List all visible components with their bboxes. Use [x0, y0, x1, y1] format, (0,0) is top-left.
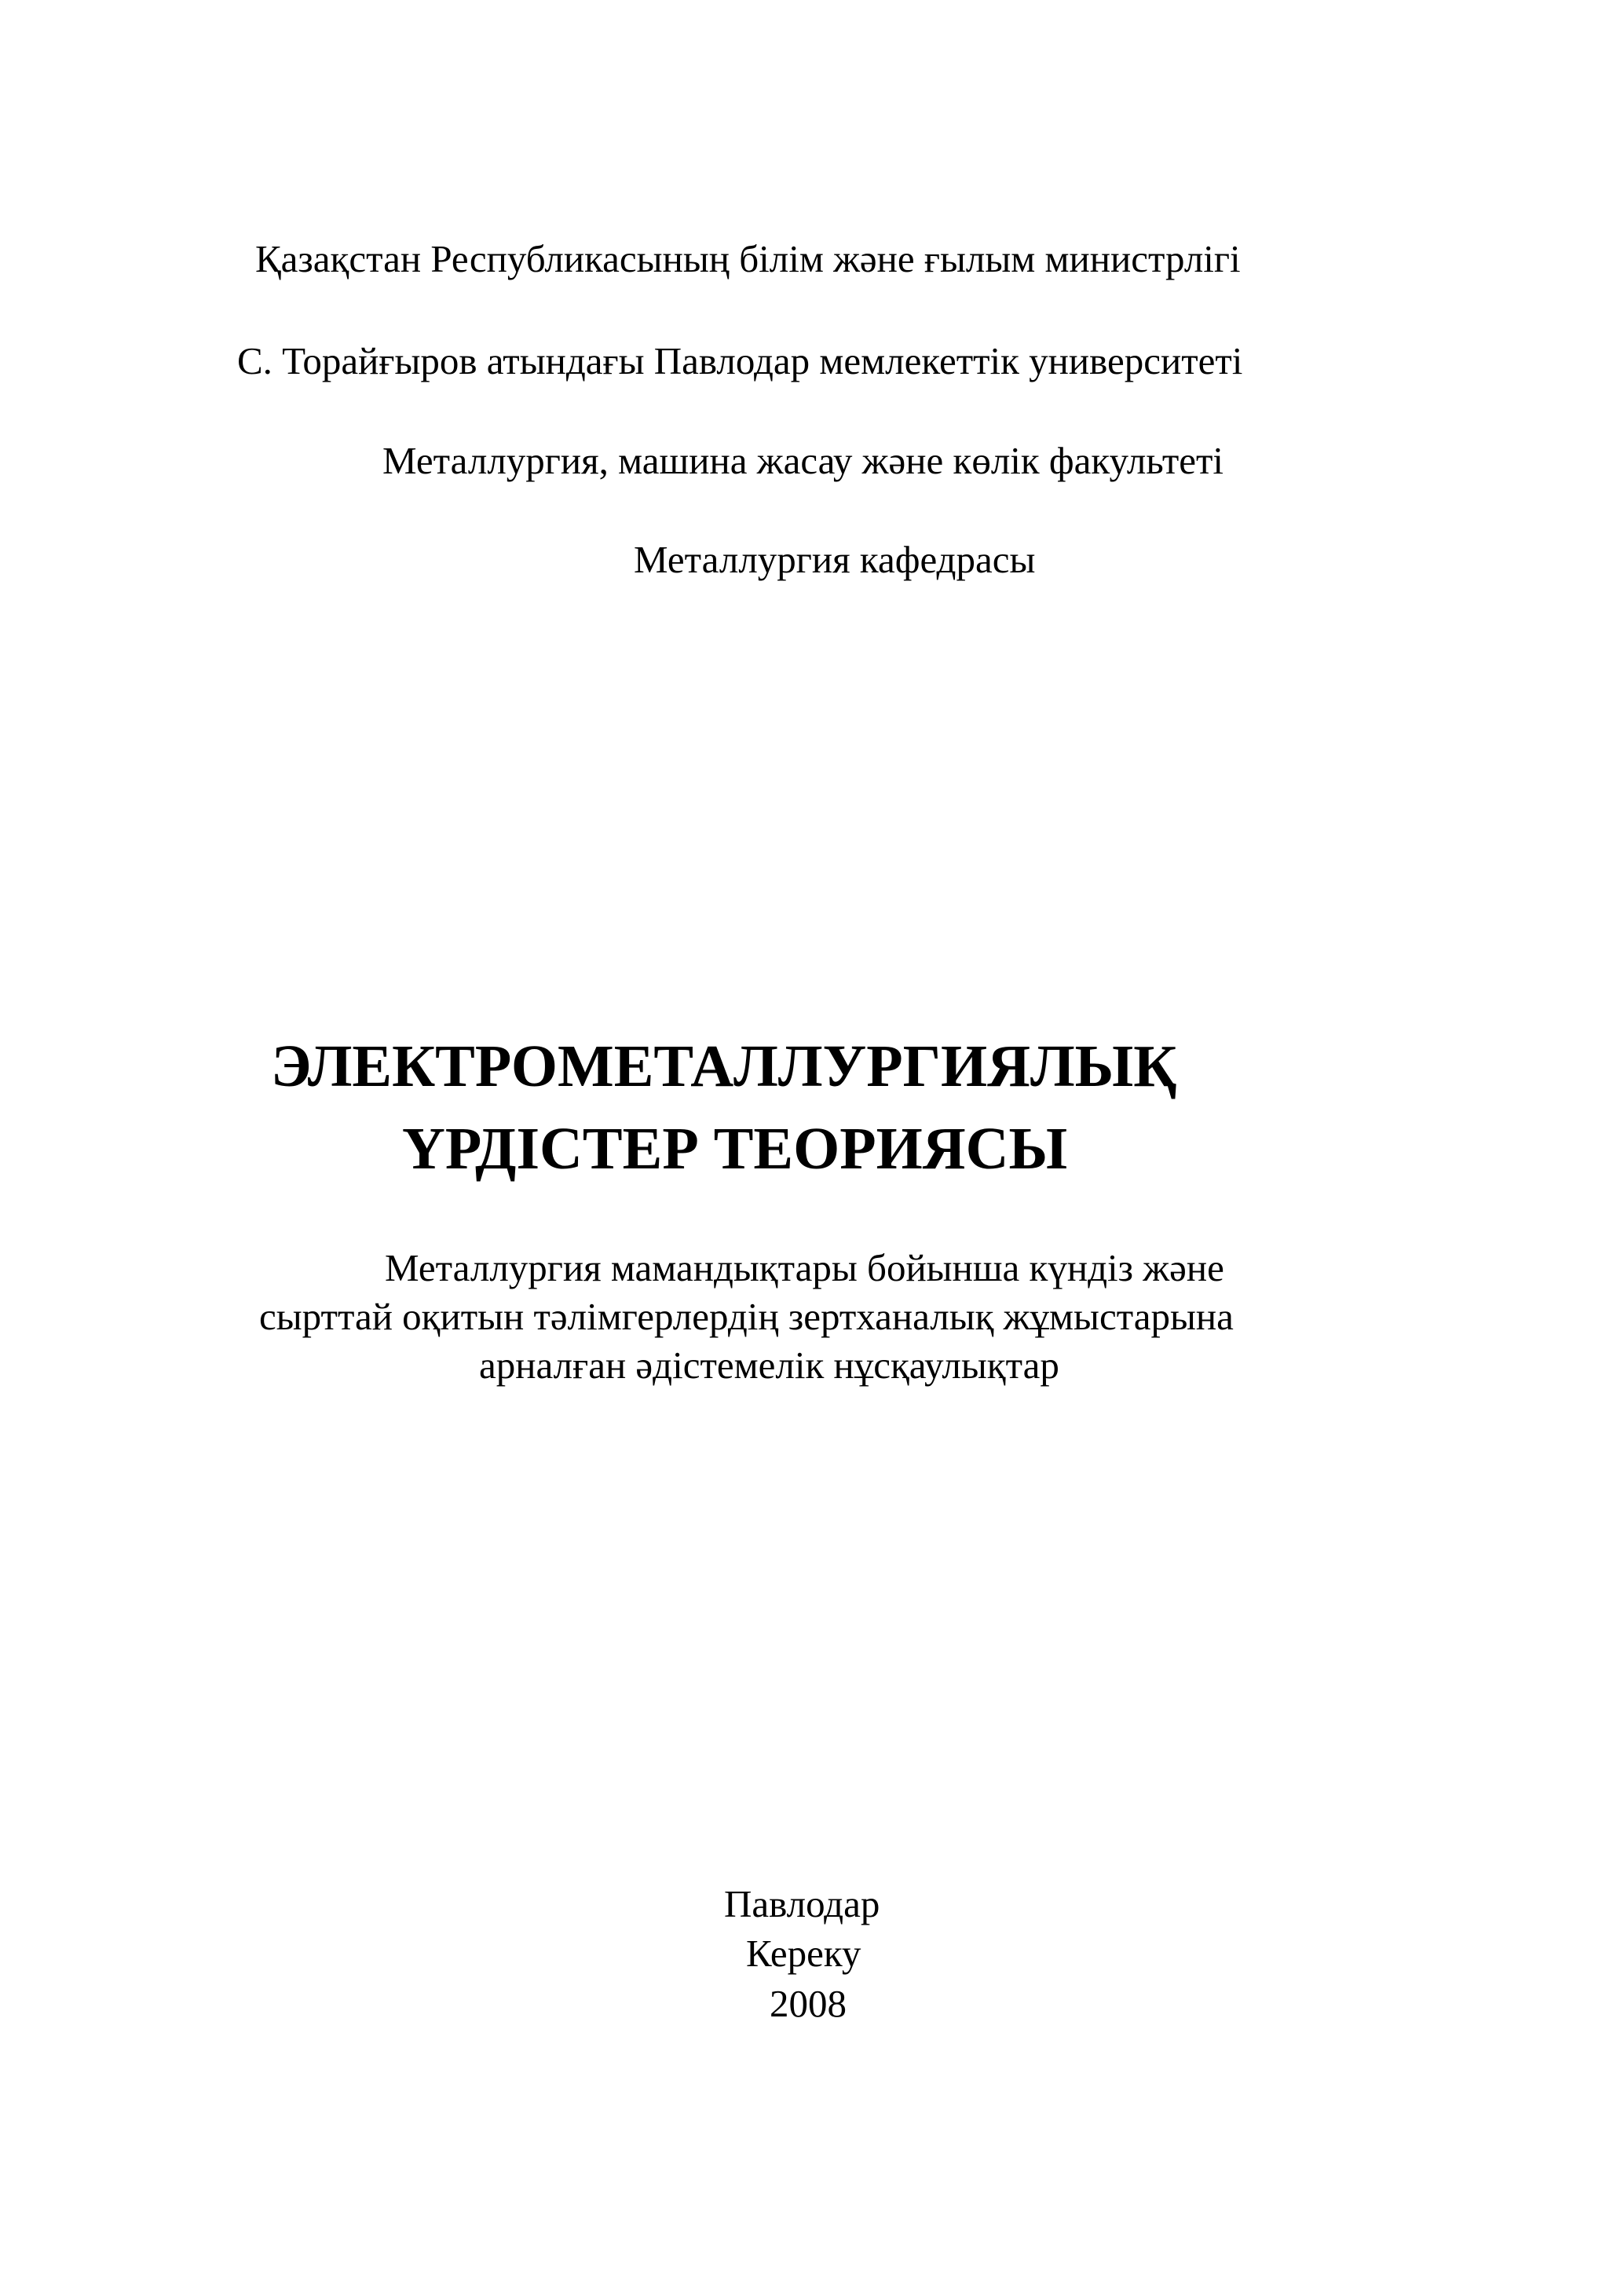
imprint-city: Павлодар [724, 1882, 880, 1925]
imprint-year: 2008 [770, 1982, 847, 2025]
subtitle-line-1: Металлургия мамандықтары бойынша күндіз және [385, 1246, 1224, 1289]
university-name: С. Торайғыров атындағы Павлодар мемлекеттік университеті [237, 339, 1243, 382]
faculty-name: Металлургия, машина жасау және көлік факультеті [382, 439, 1224, 482]
title-line-2: ҮРДІСТЕР ТЕОРИЯСЫ [402, 1116, 1068, 1182]
subtitle-line-2: сырттай оқитын тәлімгерлердің зертханалық жұмыстарына [259, 1295, 1234, 1338]
title-line-1: ЭЛЕКТРОМЕТАЛЛУРГИЯЛЫҚ [271, 1033, 1177, 1099]
ministry-name: Қазақстан Республикасының білім және ғылым министрлігі [255, 237, 1241, 280]
subtitle-line-3: арналған әдістемелік нұсқаулықтар [479, 1344, 1059, 1387]
department-name: Металлургия кафедрасы [634, 538, 1036, 581]
imprint-publisher: Кереку [746, 1932, 861, 1975]
